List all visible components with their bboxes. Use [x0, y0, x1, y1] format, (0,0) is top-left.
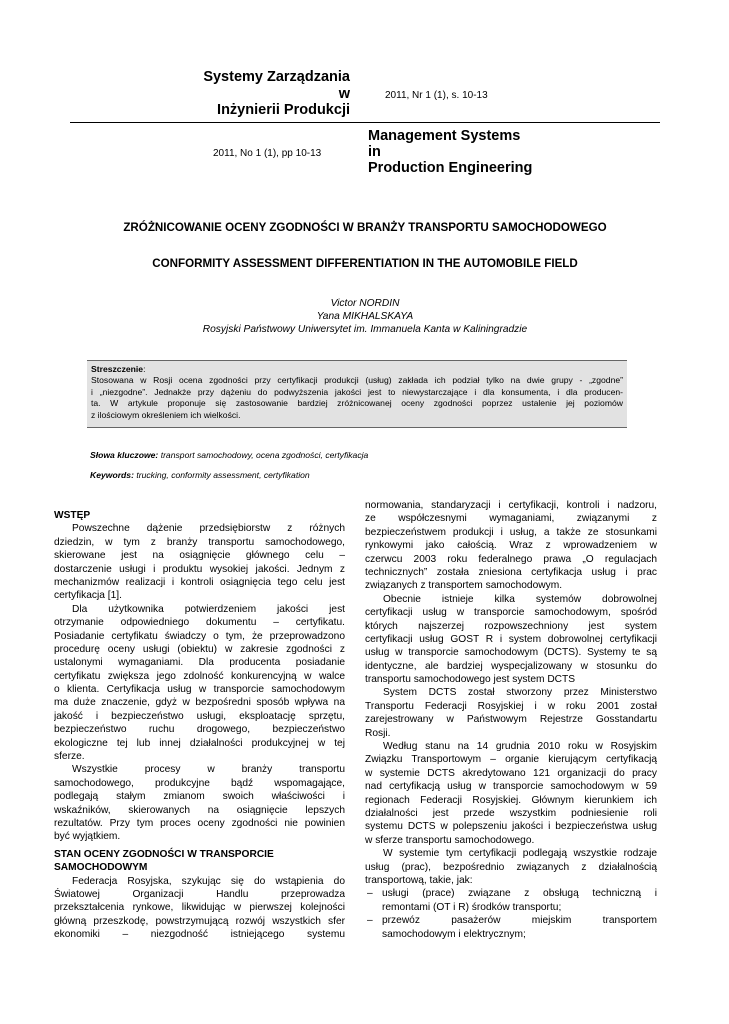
body-right-column	[365, 499, 657, 941]
body-line: ekologiczne tej lub innej działalności produkcyjnej w tej	[54, 737, 345, 749]
list-item-text: usługi (prace) związane z obsługą techniczną i	[382, 888, 657, 900]
body-line: W systemie tym certyfikacji podlegają wszystkie rodzaje	[383, 848, 657, 860]
abstract-line: Stosowana w Rosji ocena zgodności przy certyfikacji produkcji (usług) zakłada ich podział tylko na dwie grupy - „zgodne”	[91, 375, 623, 386]
body-line: nad certyfikacją usług w transporcie samochodowym w 59	[365, 781, 657, 793]
keywords-en-text: trucking, conformity assessment, certyfikation	[136, 470, 310, 480]
journal-title-pl-line: Inżynierii Produkcji	[217, 102, 350, 118]
author-name: Yana MIKHALSKAYA	[316, 311, 414, 322]
abstract-line: ta. W artykule proponuje się zastosowanie bardziej zróżnicowanej oceny zgodności poprzez ustalenie jej poziomów	[91, 398, 623, 409]
body-line: ze współczesnymi wymaganiami, związanymi z	[365, 513, 657, 525]
list-item-text: przewóz pasażerów miejskim transportem	[382, 915, 657, 927]
body-line: działalności jest przede wszystkim podniesienie roli	[365, 807, 657, 819]
body-line: Światowej Organizacji Handlu przeprowadza	[54, 888, 345, 900]
author-affiliation: Rosyjski Państwowy Uniwersytet im. Immanuela Kanta w Kaliningradzie	[202, 324, 528, 335]
body-line: identyczne, ale bardziej wyspecjalizowany w stosunku do	[365, 660, 657, 672]
body-line: być wyjątkiem.	[54, 831, 121, 843]
body-line: Dla użytkownika potwierdzeniem jakości jest	[72, 603, 345, 615]
body-line: Obecnie istnieje kilka systemów dobrowolnej	[383, 593, 657, 605]
body-line: otrzymanie odpowiedniego dokumentu – certyfikatu.	[54, 617, 345, 629]
body-line: których najszerzej rozpowszechniony jest system	[365, 620, 657, 632]
body-line: Posiadanie certyfikatu świadczy o tym, że przeprowadzono	[54, 630, 345, 642]
body-line: certyfikatu zwiększa jego zdolność konkurencyjną w walce	[54, 670, 345, 682]
body-line: dostarczenie usługi i produktu wysokiej jakości. Jednym z	[54, 563, 345, 575]
body-line: technicznych” została zniesiona certyfikacja usług i prac	[365, 566, 657, 578]
body-line: skierowane jest na osiągnięcie głównego celu –	[54, 550, 345, 562]
list-item-continuation: samochodowym i elektrycznym;	[382, 928, 526, 940]
keywords-pl-text: transport samochodowy, ocena zgodności, certyfikacja	[160, 450, 369, 460]
body-line: Wszystkie procesy w branży transportu	[72, 764, 345, 776]
body-line: w sferze transportu samochodowego.	[365, 834, 535, 846]
abstract-line: i „niezgodne”. Jednakże przy dążeniu do podwyższenia jakości jest to niewystarczające i dla konsumenta, i dla producen-	[91, 386, 623, 397]
body-line: ustalonymi wymaganiami. Dla producenta posiadanie	[54, 657, 345, 669]
body-line: transportu samochodowego jest system DCTS	[365, 674, 576, 686]
authors-block	[70, 297, 660, 336]
list-item	[365, 914, 657, 927]
body-line: Powszechne dążenie przedsiębiorstw z różnych	[72, 523, 345, 535]
journal-title-pl-line: Systemy Zarządzania	[203, 69, 350, 85]
body-line: zarejestrowany w Państwowym Rejestrze Gosstandartu	[365, 714, 657, 726]
section-heading-intro: WSTĘP	[54, 510, 91, 521]
body-line: bezpieczeństwem produkcji i usług, a także ze stosunkami	[365, 526, 657, 538]
body-line: Transportu Federacji Rosyjskiej i w roku 2001 został	[365, 700, 657, 712]
body-line: czerwcu 2003 roku federalnego prawa „O regulacjach	[365, 553, 657, 565]
keywords-en	[90, 470, 310, 480]
body-line: certyfikacji usług GOST R i system dobrowolnej certyfikacji	[365, 633, 657, 645]
body-line: związanych z transportem samochodowym.	[365, 580, 563, 592]
keywords-pl	[90, 450, 368, 460]
body-line: systemu DCTS w polepszeniu jakości i bezpieczeństwa usług	[365, 821, 657, 833]
article-title-en: CONFORMITY ASSESSMENT DIFFERENTIATION IN THE AUTOMOBILE FIELD	[152, 257, 578, 270]
body-line: wskaźników, skierowanych na osiągnięcie lepszych	[54, 804, 345, 816]
body-left-column	[54, 509, 345, 942]
journal-title-pl	[170, 69, 350, 119]
body-line: regionach Federacji Rosyjskiej. Głównym kierunkiem ich	[365, 794, 657, 806]
dash-bullet: –	[367, 888, 373, 900]
body-line: podlegają stałym zmianom swoich właściwości i	[54, 791, 345, 803]
body-line: ekonomiki – niezgodność istniejącego systemu	[54, 929, 345, 941]
body-line: jakość i bezpieczeństwo usługi, eksploatację sprzętu,	[54, 710, 345, 722]
article-title-pl: ZRÓŻNICOWANIE OCENY ZGODNOŚCI W BRANŻY TRANSPORTU SAMOCHODOWEGO	[123, 221, 607, 234]
body-line: Rosji.	[365, 727, 391, 739]
journal-title-en	[368, 128, 588, 176]
body-line: samochodowego, produkcyjne bądź wspomagające,	[54, 777, 345, 789]
list-item	[365, 887, 657, 900]
body-line: procedurę oceny usługi (obiektu) w zakresie zgodności z	[54, 643, 345, 655]
body-line: Według stanu na 14 grudnia 2010 roku w Rosyjskim	[383, 741, 657, 753]
header-divider	[70, 122, 660, 123]
journal-title-en-line: in	[368, 144, 381, 160]
abstract-line: z ilościowym określeniem ich wielkości.	[91, 409, 241, 420]
body-line: certyfikacji usług w transporcie samochodowym, spośród	[365, 607, 657, 619]
body-line: ma duże znaczenie, gdyż w bezpośredni sposób wpływa na	[54, 697, 345, 709]
journal-title-pl-line: w	[338, 85, 350, 102]
body-line: usług (prac), bezpośrednio związanych z działalnością	[365, 861, 657, 873]
journal-title-en-line: Management Systems	[368, 128, 521, 144]
abstract-label: Streszczenie	[91, 364, 144, 374]
body-line: rynkowymi jako całością. Wraz z wprowadzeniem w	[365, 540, 657, 552]
journal-title-en-line: Production Engineering	[368, 160, 533, 176]
abstract-label-row: Streszczenie:	[91, 364, 146, 374]
keywords-en-label: Keywords:	[90, 470, 134, 480]
body-line: certyfikacja [1].	[54, 590, 122, 602]
body-line: normowania, standaryzacji i certyfikacji, kontroli i nadzoru,	[365, 500, 657, 511]
body-line: bezpieczeństwo ruchu drogowego, bezpieczeństwo	[54, 724, 345, 736]
body-line: Federacja Rosyjska, szykując się do wstąpienia do	[72, 875, 345, 887]
section-heading-state: STAN OCENY ZGODNOŚCI W TRANSPORCIE	[54, 848, 274, 860]
dash-bullet: –	[367, 915, 373, 927]
body-line: System DCTS został stworzony przez Ministerstwo	[383, 687, 657, 699]
body-line: o klienta. Certyfikacja usług w transporcie samochodowym	[54, 684, 345, 696]
keywords-pl-label: Słowa kluczowe:	[90, 450, 159, 460]
body-line: mechanizmów realizacji i kontroli osiągnięcia tego celu jest	[54, 576, 345, 588]
body-line: transportową, takie, jak:	[365, 874, 473, 886]
journal-citation-pl: 2011, Nr 1 (1), s. 10-13	[385, 90, 488, 101]
body-line: usług w transporcie samochodowym (DCTS). Systemy te są	[365, 647, 657, 659]
author-name: Victor NORDIN	[330, 298, 400, 309]
body-line: Związku Transportowym – organie kierującym certyfikacją	[365, 754, 657, 766]
body-line: sferze.	[54, 751, 85, 763]
section-heading-state: SAMOCHODOWYM	[54, 862, 148, 874]
body-line: główną przeszkodę, powstrzymującą rozwój wszystkich sfer	[54, 915, 345, 927]
body-line: przekształcenia rynkowe, likwidując w pierwszej kolejności	[54, 902, 345, 914]
body-line: dziedzin, w tym z branży transportu samochodowego,	[54, 536, 345, 548]
journal-citation-en: 2011, No 1 (1), pp 10-13	[213, 148, 322, 159]
abstract-box	[87, 360, 627, 428]
body-line: rezultatów. Przy tym proces oceny zgodności nie powinien	[54, 817, 345, 829]
list-item-continuation: remontami (OT i R) środków transportu;	[382, 901, 562, 913]
body-line: w systemie DCTS akredytowano 121 organizacji do pracy	[365, 767, 657, 779]
